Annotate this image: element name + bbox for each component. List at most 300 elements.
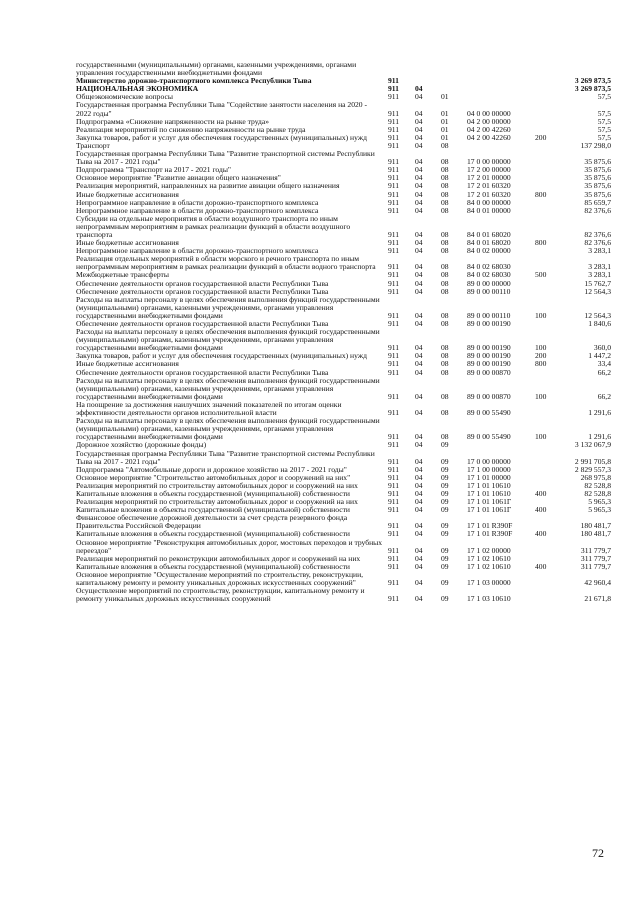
target-article-code-cell: 84 0 02 68030 <box>467 262 511 272</box>
target-article-code-cell: 17 2 00 00000 <box>467 166 511 175</box>
expense-name-cell: Подпрограмма «Снижение напряженности на рынке труда» <box>76 117 270 126</box>
subsection-code-cell: 08 <box>441 352 449 361</box>
section-code-cell: 04 <box>415 594 423 604</box>
amount-cell: 12 564,3 <box>584 287 611 296</box>
section-code-cell: 04 <box>415 578 423 587</box>
section-code-cell <box>415 61 441 77</box>
table-row <box>76 328 611 352</box>
table-row <box>76 401 611 417</box>
table-row <box>76 466 611 474</box>
expense-name-cell: Реализация мероприятий по реконструкции автомобильных дорог и сооружений на них <box>76 554 361 563</box>
expense-type-code-cell <box>535 150 561 166</box>
amount-cell: 66,2 <box>597 391 611 401</box>
department-code-cell: 911 <box>388 287 400 296</box>
amount-cell: 82 376,6 <box>584 229 611 239</box>
section-code-cell: 04 <box>415 498 423 507</box>
expense-type-code-cell <box>535 514 561 530</box>
subsection-code-cell <box>441 85 467 93</box>
subsection-code-cell: 09 <box>441 554 449 563</box>
expense-type-code-cell <box>535 539 561 555</box>
table-row <box>76 271 611 279</box>
target-article-code-cell: 84 0 02 68030 <box>467 271 511 280</box>
expense-type-code-cell <box>535 118 561 126</box>
target-article-code-cell: 17 1 01 10610 <box>467 481 511 490</box>
target-article-code-cell: 04 2 00 42260 <box>467 133 511 142</box>
expense-type-code-cell <box>535 77 561 85</box>
section-code-cell: 04 <box>415 279 423 288</box>
amount-cell <box>561 61 611 77</box>
expense-name-cell: Капитальные вложения в объекты государственной (муниципальной) собственности <box>76 530 350 539</box>
table-row <box>76 280 611 288</box>
department-code-cell: 911 <box>388 206 400 215</box>
section-code-cell: 04 <box>415 530 423 539</box>
subsection-code-cell: 08 <box>441 279 449 288</box>
table-row <box>76 360 611 368</box>
department-code-cell: 911 <box>388 343 400 353</box>
table-row <box>76 77 611 85</box>
target-article-code-cell: 89 0 00 00190 <box>467 343 511 353</box>
table-row <box>76 255 611 271</box>
amount-cell: 85 659,7 <box>584 198 611 207</box>
department-code-cell: 911 <box>388 85 399 94</box>
target-article-code-cell: 17 2 01 60320 <box>467 182 511 191</box>
expense-type-code-cell: 400 <box>535 489 547 498</box>
section-code-cell: 04 <box>415 229 423 239</box>
expense-name-cell: Основное мероприятие "Осуществление мероприятий по строительству, реконструкции, капитальному ремонту и ремонту уникальных дорожных искусственных сооружений" <box>76 570 364 587</box>
section-code-cell: 04 <box>415 432 423 442</box>
expense-type-code-cell: 100 <box>535 432 547 442</box>
amount-cell: 35 875,6 <box>584 174 611 183</box>
subsection-code-cell: 08 <box>441 174 449 183</box>
expense-name-cell: Общеэкономические вопросы <box>76 93 173 102</box>
expense-name-cell: Непрограммное направление в области дорожно-транспортного комплекса <box>76 198 319 207</box>
expense-type-code-cell <box>535 280 561 288</box>
amount-cell: 3 132 067,9 <box>574 441 611 450</box>
target-article-code-cell <box>467 61 535 77</box>
table-row <box>76 207 611 215</box>
amount-cell: 57,5 <box>597 117 611 126</box>
section-code-cell: 04 <box>415 247 423 256</box>
department-code-cell: 911 <box>388 521 400 531</box>
section-code-cell: 04 <box>415 456 423 466</box>
expense-type-code-cell <box>535 142 561 150</box>
amount-cell: 35 875,6 <box>584 157 611 167</box>
expense-type-code-cell <box>535 61 561 77</box>
amount-cell: 180 481,7 <box>580 521 611 531</box>
amount-cell: 311 779,7 <box>580 545 611 555</box>
amount-cell: 311 779,7 <box>580 554 611 563</box>
expense-type-code-cell <box>535 255 561 271</box>
expense-type-code-cell <box>535 474 561 482</box>
target-article-code-cell <box>467 77 535 85</box>
table-row <box>76 142 611 150</box>
table-row <box>76 555 611 563</box>
table-row <box>76 498 611 506</box>
expense-name-cell: государственными (муниципальными) органами, казенными учреждениями, органами управления государственными внебюджетными фондами <box>76 61 357 78</box>
section-code-cell: 04 <box>415 562 423 571</box>
expense-type-code-cell: 400 <box>535 506 547 515</box>
amount-cell: 35 875,6 <box>584 190 611 199</box>
section-code-cell: 04 <box>415 157 423 167</box>
target-article-code-cell: 04 2 00 00000 <box>467 117 511 126</box>
table-row <box>76 126 611 134</box>
expense-type-code-cell: 800 <box>535 239 547 248</box>
subsection-code-cell: 09 <box>441 530 449 539</box>
subsection-code-cell: 08 <box>441 157 449 167</box>
expense-type-code-cell <box>535 215 561 239</box>
expense-type-code-cell <box>535 247 561 255</box>
department-code-cell: 911 <box>388 141 400 150</box>
table-row <box>76 239 611 247</box>
section-code-cell: 04 <box>415 481 423 490</box>
expense-type-code-cell <box>535 182 561 190</box>
department-code-cell: 911 <box>388 432 400 442</box>
target-article-code-cell: 89 0 00 00190 <box>467 352 511 361</box>
table-row <box>76 150 611 166</box>
department-code-cell: 911 <box>388 229 400 239</box>
table-row <box>76 474 611 482</box>
department-code-cell: 911 <box>388 77 399 86</box>
department-code-cell: 911 <box>388 125 400 134</box>
expense-name-cell: Реализация мероприятий по строительству автомобильных дорог и сооружений на них <box>76 498 358 507</box>
expense-type-code-cell <box>535 320 561 328</box>
target-article-code-cell <box>467 85 535 93</box>
amount-cell: 311 779,7 <box>580 562 611 571</box>
expense-name-cell: Основное мероприятие "Развитие авиации общего назначения" <box>76 174 281 183</box>
target-article-code-cell: 17 1 01 R390F <box>467 521 513 531</box>
expense-name-cell: Капитальные вложения в объекты государственной (муниципальной) собственности <box>76 506 350 515</box>
expense-type-code-cell: 200 <box>535 352 547 361</box>
section-code-cell: 04 <box>415 554 423 563</box>
section-code-cell: 04 <box>415 93 423 102</box>
table-row <box>76 450 611 466</box>
department-code-cell: 911 <box>388 545 400 555</box>
section-code-cell: 04 <box>415 198 423 207</box>
subsection-code-cell: 08 <box>441 198 449 207</box>
expense-name-cell: Закупка товаров, работ и услуг для обеспечения государственных (муниципальных) нужд <box>76 352 367 361</box>
table-row <box>76 506 611 514</box>
department-code-cell: 911 <box>388 481 400 490</box>
expense-type-code-cell: 100 <box>535 343 547 353</box>
subsection-code-cell: 08 <box>441 368 449 377</box>
expense-name-cell: Основное мероприятие "Реконструкция автомобильных дорог, мостовых переходов и трубных переездов" <box>76 538 383 555</box>
amount-cell: 1 291,6 <box>588 408 611 418</box>
target-article-code-cell: 04 2 00 42260 <box>467 125 511 134</box>
amount-cell: 82 376,6 <box>584 206 611 215</box>
table-row <box>76 530 611 538</box>
subsection-code-cell <box>441 61 467 77</box>
subsection-code-cell: 08 <box>441 271 449 280</box>
expense-type-code-cell <box>535 555 561 563</box>
amount-cell: 1 291,6 <box>588 432 611 442</box>
section-code-cell: 04 <box>415 352 423 361</box>
subsection-code-cell: 09 <box>441 498 449 507</box>
expense-type-code-cell <box>535 288 561 296</box>
expense-type-code-cell: 100 <box>535 391 547 401</box>
expense-name-cell: Обеспечение деятельности органов государственной власти Республики Тыва <box>76 287 329 296</box>
expense-name-cell: Расходы на выплаты персоналу в целях обеспечения выполнения функций государственными (муниципальными) органами, казенными учреждениями, органами управления государственными внебюджетными фондами <box>76 417 380 442</box>
target-article-code-cell: 17 0 00 00000 <box>467 456 511 466</box>
amount-cell: 12 564,3 <box>584 310 611 320</box>
subsection-code-cell: 09 <box>441 456 449 466</box>
target-article-code-cell: 17 1 00 00000 <box>467 465 511 474</box>
section-code-cell: 04 <box>415 368 423 377</box>
subsection-code-cell: 08 <box>441 343 449 353</box>
expense-type-code-cell <box>535 450 561 466</box>
department-code-cell: 911 <box>388 117 400 126</box>
amount-cell: 82 528,8 <box>584 489 611 498</box>
department-code-cell <box>388 61 415 77</box>
table-row <box>76 490 611 498</box>
target-article-code-cell: 89 0 00 00110 <box>467 287 511 296</box>
expense-name-cell: Реализация мероприятий, направленных на развитие авиации общего назначения <box>76 182 340 191</box>
expense-type-code-cell <box>535 482 561 490</box>
section-code-cell: 04 <box>415 545 423 555</box>
expense-type-code-cell <box>535 369 561 377</box>
target-article-code-cell <box>467 441 535 449</box>
amount-cell: 57,5 <box>597 125 611 134</box>
amount-cell: 35 875,6 <box>584 182 611 191</box>
expense-name-cell: Межбюджетные трансферты <box>76 271 169 280</box>
amount-cell: 2 991 705,8 <box>574 456 611 466</box>
section-code-cell: 04 <box>415 310 423 320</box>
expense-name-cell: Государственная программа Республики Тыва "Развитие транспортной системы Республики Тыва на 2017 - 2021 годы" <box>76 449 375 466</box>
table-row <box>76 85 611 93</box>
section-code-cell: 04 <box>415 271 423 280</box>
expense-type-code-cell: 100 <box>535 310 547 320</box>
table-row <box>76 191 611 199</box>
target-article-code-cell: 17 1 03 00000 <box>467 578 511 587</box>
expense-name-cell: Иные бюджетные ассигнования <box>76 239 179 248</box>
department-code-cell: 911 <box>388 473 400 482</box>
subsection-code-cell: 08 <box>441 310 449 320</box>
expense-name-cell: Министерство дорожно-транспортного комплекса Республики Тыва <box>76 77 312 86</box>
amount-cell: 3 283,1 <box>588 247 611 256</box>
table-row <box>76 199 611 207</box>
expense-name-cell: Реализация мероприятий по строительству автомобильных дорог и сооружений на них <box>76 481 358 490</box>
target-article-code-cell: 89 0 00 55490 <box>467 432 511 442</box>
section-code-cell: 04 <box>415 125 423 134</box>
subsection-code-cell: 01 <box>441 117 449 126</box>
section-code-cell: 04 <box>415 85 423 94</box>
section-code-cell: 04 <box>415 239 423 248</box>
table-row <box>76 118 611 126</box>
expense-type-code-cell <box>535 466 561 474</box>
subsection-code-cell: 09 <box>441 594 449 604</box>
subsection-code-cell: 09 <box>441 465 449 474</box>
expense-name-cell: Обеспечение деятельности органов государственной власти Республики Тыва <box>76 368 329 377</box>
expense-name-cell: Капитальные вложения в объекты государственной (муниципальной) собственности <box>76 489 350 498</box>
target-article-code-cell: 89 0 00 00190 <box>467 320 511 328</box>
expense-name-cell: Субсидии на отдельные мероприятия в области воздушного транспорта по иным непрограммным мероприятиям в рамках реализации функций в области воздушного транспорта <box>76 214 351 239</box>
table-row <box>76 587 611 603</box>
table-row <box>76 101 611 117</box>
amount-cell: 360,0 <box>593 343 611 353</box>
target-article-code-cell: 17 1 02 00000 <box>467 545 511 555</box>
expense-name-cell: Подпрограмма "Транспорт на 2017 - 2021 годы" <box>76 166 232 175</box>
subsection-code-cell: 08 <box>441 166 449 175</box>
department-code-cell: 911 <box>388 198 400 207</box>
subsection-code-cell: 08 <box>441 182 449 191</box>
section-code-cell: 04 <box>415 521 423 531</box>
subsection-code-cell: 01 <box>441 125 449 134</box>
target-article-code-cell: 17 1 01 1061Г <box>467 506 512 515</box>
target-article-code-cell: 84 0 00 00000 <box>467 198 511 207</box>
subsection-code-cell: 01 <box>441 108 449 118</box>
target-article-code-cell: 17 1 02 10610 <box>467 562 511 571</box>
table-row <box>76 514 611 530</box>
expense-type-code-cell <box>535 174 561 182</box>
subsection-code-cell: 08 <box>441 206 449 215</box>
expense-name-cell: Подпрограмма "Автомобильные дороги и дорожное хозяйство на 2017 - 2021 годы" <box>76 465 347 474</box>
subsection-code-cell: 08 <box>441 229 449 239</box>
expense-name-cell: Основное мероприятие "Строительство автомобильных дорог и сооружений на них" <box>76 473 351 482</box>
department-code-cell: 911 <box>388 239 400 248</box>
amount-cell: 137 298,0 <box>580 141 611 150</box>
expense-name-cell: Государственная программа Республики Тыва "Развитие транспортной системы Республики Тыва на 2017 - 2021 годы" <box>76 150 375 167</box>
target-article-code-cell: 84 0 01 68020 <box>467 239 511 248</box>
subsection-code-cell: 09 <box>441 473 449 482</box>
target-article-code-cell: 89 0 00 00000 <box>467 279 511 288</box>
table-row <box>76 182 611 190</box>
table-row <box>76 320 611 328</box>
section-code-cell: 04 <box>415 343 423 353</box>
expense-type-code-cell <box>535 571 561 587</box>
amount-cell: 82 528,8 <box>584 481 611 490</box>
target-article-code-cell: 89 0 00 00190 <box>467 360 511 369</box>
department-code-cell: 911 <box>388 182 400 191</box>
subsection-code-cell: 08 <box>441 360 449 369</box>
amount-cell: 57,5 <box>597 108 611 118</box>
table-row <box>76 61 611 77</box>
amount-cell: 3 269 873,5 <box>574 77 611 86</box>
target-article-code-cell <box>467 142 535 150</box>
section-code-cell: 04 <box>415 206 423 215</box>
department-code-cell: 911 <box>388 93 400 102</box>
table-body <box>76 61 611 603</box>
expense-type-code-cell <box>535 207 561 215</box>
amount-cell: 66,2 <box>597 368 611 377</box>
expense-name-cell: Капитальные вложения в объекты государственной (муниципальной) собственности <box>76 562 350 571</box>
table-row <box>76 369 611 377</box>
department-code-cell: 911 <box>388 133 400 142</box>
expense-name-cell: НАЦИОНАЛЬНАЯ ЭКОНОМИКА <box>76 85 199 94</box>
department-code-cell: 911 <box>388 271 400 280</box>
target-article-code-cell: 17 1 01 00000 <box>467 473 511 482</box>
amount-cell: 3 283,1 <box>588 262 611 272</box>
amount-cell: 15 762,7 <box>584 279 611 288</box>
expense-name-cell: Иные бюджетные ассигнования <box>76 360 179 369</box>
table-row <box>76 417 611 441</box>
expense-type-code-cell <box>535 126 561 134</box>
expense-name-cell: Расходы на выплаты персоналу в целях обеспечения выполнения функций государственными (муниципальными) органами, казенными учреждениями, органами управления государственными внебюджетными фондами <box>76 376 380 401</box>
budget-table <box>76 61 611 603</box>
subsection-code-cell: 08 <box>441 408 449 418</box>
expense-type-code-cell <box>535 587 561 603</box>
table-row <box>76 352 611 360</box>
amount-cell: 21 671,8 <box>584 594 611 604</box>
expense-name-cell: Расходы на выплаты персоналу в целях обеспечения выполнения функций государственными (муниципальными) органами, казенными учреждениями, органами управления государственными внебюджетными фондами <box>76 328 380 353</box>
subsection-code-cell: 09 <box>441 562 449 571</box>
department-code-cell: 911 <box>388 530 400 539</box>
expense-name-cell: Закупка товаров, работ и услуг для обеспечения государственных (муниципальных) нужд <box>76 133 367 142</box>
department-code-cell: 911 <box>388 360 400 369</box>
section-code-cell: 04 <box>415 174 423 183</box>
amount-cell: 1 840,6 <box>588 320 611 328</box>
amount-cell: 33,4 <box>597 360 611 369</box>
expense-type-code-cell <box>535 441 561 449</box>
department-code-cell: 911 <box>388 408 400 418</box>
department-code-cell: 911 <box>388 594 400 604</box>
expense-name-cell: Обеспечение деятельности органов государственной власти Республики Тыва <box>76 320 329 328</box>
subsection-code-cell: 09 <box>441 441 449 450</box>
amount-cell: 57,5 <box>597 93 611 102</box>
section-code-cell <box>415 77 441 85</box>
subsection-code-cell: 08 <box>441 391 449 401</box>
expense-type-code-cell: 500 <box>535 271 547 280</box>
department-code-cell: 911 <box>388 578 400 587</box>
target-article-code-cell: 04 0 00 00000 <box>467 108 511 118</box>
subsection-code-cell: 09 <box>441 506 449 515</box>
expense-type-code-cell: 400 <box>535 530 547 539</box>
expense-name-cell: Осуществление мероприятий по строительству, реконструкции, капитальному ремонту и ремонту уникальных дорожных искусственных сооружений <box>76 587 365 604</box>
section-code-cell: 04 <box>415 287 423 296</box>
department-code-cell: 911 <box>388 310 400 320</box>
department-code-cell: 911 <box>388 262 400 272</box>
table-row <box>76 571 611 587</box>
section-code-cell: 04 <box>415 117 423 126</box>
expense-name-cell: Иные бюджетные ассигнования <box>76 190 179 199</box>
expense-type-code-cell: 800 <box>535 360 547 369</box>
table-row <box>76 539 611 555</box>
subsection-code-cell: 09 <box>441 489 449 498</box>
table-row <box>76 93 611 101</box>
expense-type-code-cell <box>535 401 561 417</box>
target-article-code-cell: 17 0 00 00000 <box>467 157 511 167</box>
section-code-cell: 04 <box>415 320 423 328</box>
table-row <box>76 174 611 182</box>
expense-name-cell: Расходы на выплаты персоналу в целях обеспечения выполнения функций государственными (муниципальными) органами, казенными учреждениями, органами управления государственными внебюджетными фондами <box>76 295 380 320</box>
subsection-code-cell: 08 <box>441 190 449 199</box>
target-article-code-cell: 17 1 02 10610 <box>467 554 511 563</box>
expense-name-cell: Обеспечение деятельности органов государственной власти Республики Тыва <box>76 279 329 288</box>
expense-type-code-cell <box>535 93 561 101</box>
subsection-code-cell: 09 <box>441 578 449 587</box>
subsection-code-cell: 08 <box>441 141 449 150</box>
department-code-cell: 911 <box>388 166 400 175</box>
table-row <box>76 563 611 571</box>
amount-cell: 82 376,6 <box>584 239 611 248</box>
target-article-code-cell: 84 0 02 00000 <box>467 247 511 256</box>
amount-cell: 5 965,3 <box>588 506 611 515</box>
department-code-cell: 911 <box>388 157 400 167</box>
expense-name-cell: Реализация мероприятий по снижению напряженности на рынке труда <box>76 125 306 134</box>
expense-name-cell: Транспорт <box>76 141 110 150</box>
table-row <box>76 482 611 490</box>
expense-type-code-cell <box>535 199 561 207</box>
section-code-cell: 04 <box>415 408 423 418</box>
expense-name-cell: На поощрение за достижения наилучших значений показателей по итогам оценки эффективности деятельности органов исполнительной власти <box>76 400 342 418</box>
department-code-cell: 911 <box>388 441 400 450</box>
department-code-cell: 911 <box>388 562 400 571</box>
subsection-code-cell: 08 <box>441 432 449 442</box>
target-article-code-cell: 17 1 01 1061Г <box>467 498 512 507</box>
subsection-code-cell: 01 <box>441 133 449 142</box>
subsection-code-cell: 08 <box>441 262 449 272</box>
table-row <box>76 441 611 449</box>
section-code-cell: 04 <box>415 360 423 369</box>
page-number: 72 <box>592 846 604 860</box>
